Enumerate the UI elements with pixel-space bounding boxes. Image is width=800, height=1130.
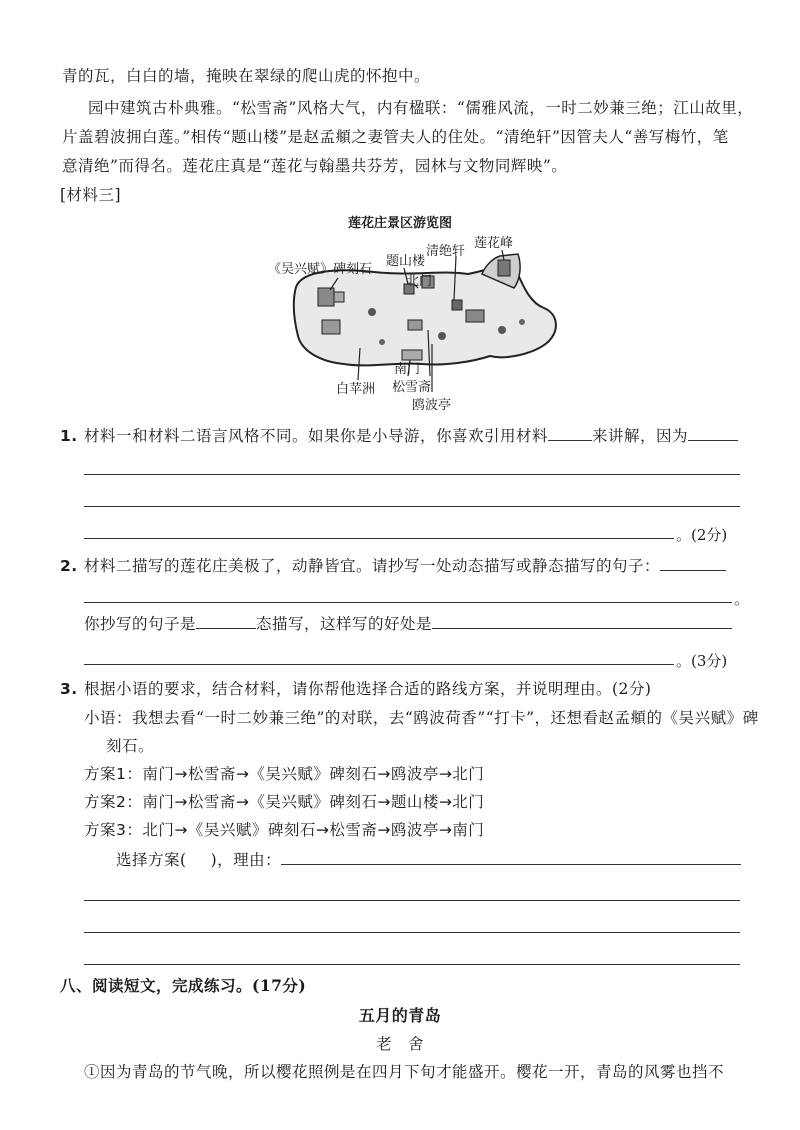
article-author: 老 舍 xyxy=(375,1035,424,1053)
q1-material-blank[interactable] xyxy=(548,426,592,441)
xiaoyu-text-1: 我想去看“一时二妙兼三绝”的对联，去“鸥波荷香”“打卡”，还想看赵孟頫的《吴兴赋》碑 xyxy=(132,709,759,727)
map-label-wuxingfu: 《吴兴赋》碑刻石 xyxy=(268,262,373,277)
q1-number: 1. xyxy=(60,427,78,445)
q2-sentence-start-blank[interactable] xyxy=(660,556,726,571)
q1-answer-line-3[interactable] xyxy=(84,538,674,539)
q2-text: 材料二描写的莲花庄美极了，动静皆宜。请抄写一处动态描写或静态描写的句子： xyxy=(84,557,661,575)
q2-text-a: 你抄写的句子是 xyxy=(84,615,197,633)
q3-text: 根据小语的要求，结合材料，请你帮他选择合适的路线方案，并说明理由。(2分) xyxy=(84,680,652,698)
map-label-nanmen: 南门 xyxy=(394,362,421,377)
q2-number: 2. xyxy=(60,557,78,575)
xiaoyu-line-1 xyxy=(84,708,759,728)
map-label-beimen: 北门 xyxy=(406,274,433,289)
q2-followup xyxy=(84,614,732,634)
reason-start-blank[interactable] xyxy=(281,850,741,865)
plan-2: 方案2：南门→松雪斋→《吴兴赋》碑刻石→题山楼→北门 xyxy=(84,793,485,811)
text-line-4: 意清绝”而得名。莲花庄真是“莲花与翰墨共芬芳，园林与文物同辉映”。 xyxy=(62,157,568,175)
text-line-2: 园中建筑古朴典雅。“松雪斋”风格大气，内有楹联：“儒雅风流，一时二妙兼三绝；江山故里， xyxy=(88,99,754,117)
article-title: 五月的青岛 xyxy=(358,1006,442,1025)
q2-answer-line[interactable] xyxy=(84,664,674,665)
choose-text-b: )，理由： xyxy=(210,851,282,869)
text-line-1: 青的瓦，白白的墙，掩映在翠绿的爬山虎的怀抱中。 xyxy=(62,67,431,85)
q2-prompt xyxy=(84,556,726,576)
q1-text-a: 材料一和材料二语言风格不同。如果你是小导游，你喜欢引用材料 xyxy=(84,427,549,445)
section-8-heading: 八、阅读短文，完成练习。(17分) xyxy=(60,976,307,995)
q1-answer-line-2[interactable] xyxy=(84,506,740,507)
q3-number: 3. xyxy=(60,680,78,698)
choose-plan xyxy=(116,850,741,870)
plan-1: 方案1：南门→松雪斋→《吴兴赋》碑刻石→鸥波亭→北门 xyxy=(84,765,485,783)
q3-answer-line-2[interactable] xyxy=(84,932,740,933)
q2-sentence-line[interactable] xyxy=(84,602,732,603)
map-title: 莲花庄景区游览图 xyxy=(347,216,452,231)
text-line-3: 片盖碧波拥白莲。”相传“题山楼”是赵孟頫之妻管夫人的住处。“清绝轩”因管夫人“善写梅竹，笔 xyxy=(62,128,729,146)
plan-3: 方案3：北门→《吴兴赋》碑刻石→松雪斋→鸥波亭→南门 xyxy=(84,821,485,839)
q1-answer-line-1[interactable] xyxy=(84,474,740,475)
q3-answer-line-1[interactable] xyxy=(84,900,740,901)
xiaoyu-line-2: 刻石。 xyxy=(106,737,155,755)
choose-text-a: 选择方案( xyxy=(116,851,187,869)
q2-type-blank[interactable] xyxy=(196,614,256,629)
map-label-tishanlou: 题山楼 xyxy=(386,254,426,269)
q2-benefit-blank[interactable] xyxy=(432,614,732,629)
q2-period: 。 xyxy=(734,590,750,608)
q1-score: 。(2分) xyxy=(676,526,728,544)
article-paragraph-1: ①因为青岛的节气晚，所以樱花照例是在四月下旬才能盛开。樱花一开，青岛的风雾也挡不 xyxy=(84,1063,725,1081)
scenic-map xyxy=(268,232,562,417)
q2-text-b: 态描写，这样写的好处是 xyxy=(256,615,433,633)
map-label-qingjuexuan: 清绝轩 xyxy=(426,244,466,259)
q1-reason-start-blank[interactable] xyxy=(688,426,738,441)
q1-text-b: 来讲解，因为 xyxy=(592,427,689,445)
map-label-songxuezhai: 松雪斋 xyxy=(392,380,432,395)
q1-prompt xyxy=(84,426,738,446)
material-3-label: [材料三] xyxy=(60,186,122,204)
map-label-oubting: 鸥波亭 xyxy=(412,398,452,413)
q3-answer-line-3[interactable] xyxy=(84,964,740,965)
xiaoyu-label: 小语： xyxy=(84,709,133,727)
q2-score: 。(3分) xyxy=(676,652,728,670)
map-label-baipingzhou: 白苹洲 xyxy=(336,382,376,397)
map-label-lianhuafeng: 莲花峰 xyxy=(474,236,514,251)
